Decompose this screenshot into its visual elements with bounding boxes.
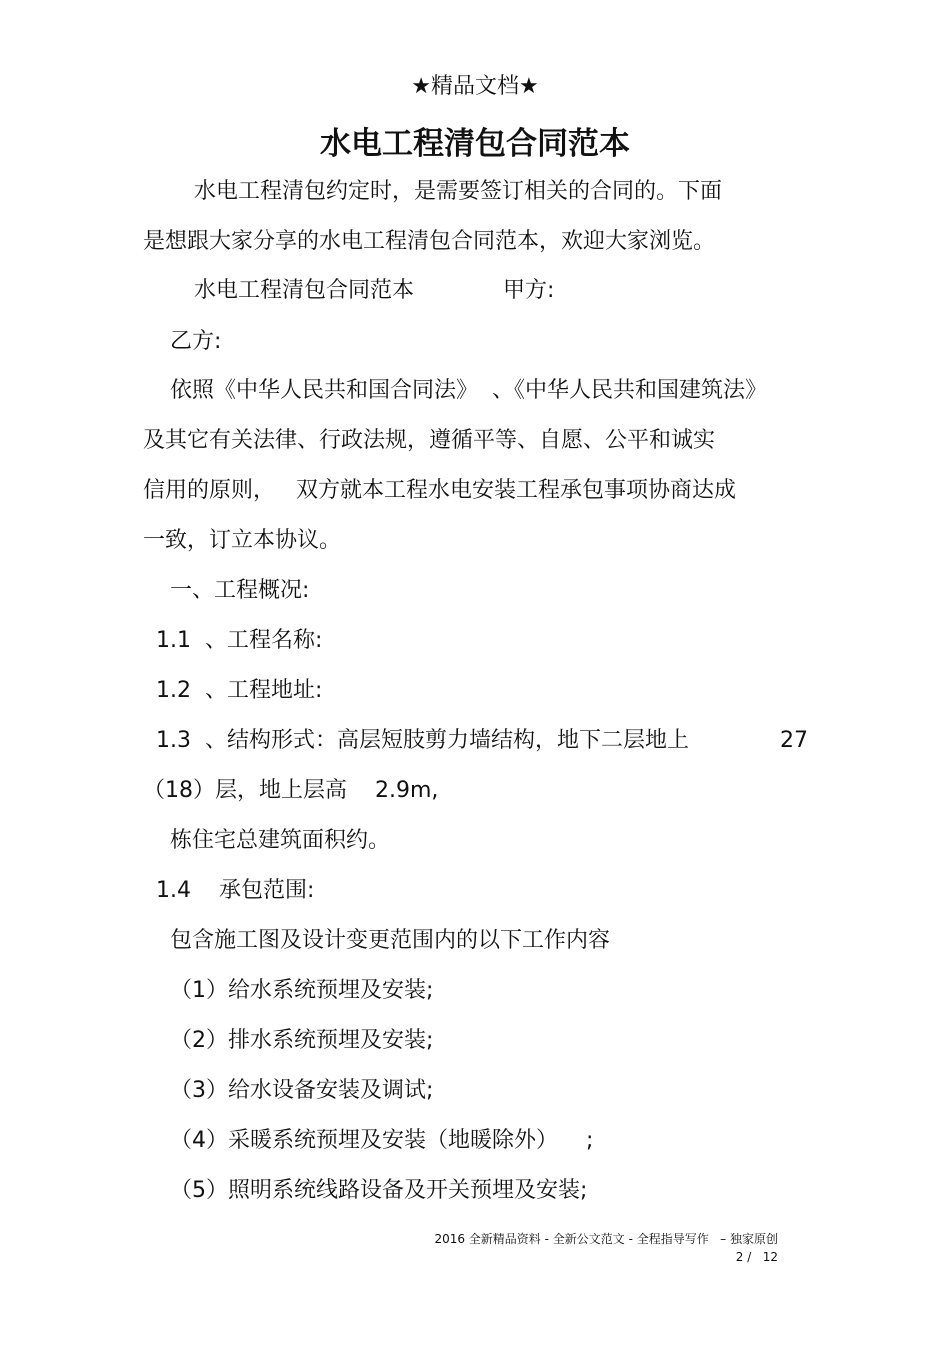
clause-1-3-line-3: 栋住宅总建筑面积约。 (170, 828, 391, 853)
scope-item-1: （1）给水系统预埋及安装; (170, 978, 434, 1003)
party-a-label: 甲方: (503, 278, 555, 303)
scope-item-4: （4）采暖系统预埋及安装（地暖除外） ; (170, 1128, 594, 1153)
clause-1-1: 1.1 、工程名称: (156, 628, 323, 653)
contract-name: 水电工程清包合同范本 (194, 278, 415, 303)
section-1-heading: 一、工程概况: (170, 578, 310, 603)
clause-1-3-line-2: （18）层，地上层高 2.9m, (143, 778, 439, 803)
document-title: 水电工程清包合同范本 (320, 126, 630, 162)
intro-line-2: 是想跟大家分享的水电工程清包合同范本，欢迎大家浏览。 (143, 229, 716, 254)
scope-intro: 包含施工图及设计变更范围内的以下工作内容 (170, 928, 611, 953)
scope-item-5: （5）照明系统线路设备及开关预埋及安装; (170, 1178, 588, 1203)
clause-1-3-number: 27 (780, 728, 808, 753)
basis-line-4: 一致，订立本协议。 (143, 528, 342, 553)
page-header: ★精品文档★ (411, 74, 539, 99)
basis-line-1: 依照《中华人民共和国合同法》 、《中华人民共和国建筑法》 (170, 378, 767, 403)
clause-1-2: 1.2 、工程地址: (156, 678, 323, 703)
party-b-label: 乙方: (170, 329, 222, 354)
basis-line-2: 及其它有关法律、行政法规，遵循平等、自愿、公平和诚实 (143, 428, 716, 453)
scope-item-2: （2）排水系统预埋及安装; (170, 1028, 434, 1053)
clause-1-4: 1.4 承包范围: (156, 878, 315, 903)
footer-text: 2016 全新精品资料 - 全新公文范文 - 全程指导写作 – 独家原创 (434, 1232, 778, 1246)
basis-line-3: 信用的原则， 双方就本工程水电安装工程承包事项协商达成 (143, 478, 736, 503)
scope-item-3: （3）给水设备安装及调试; (170, 1078, 434, 1103)
clause-1-3: 1.3 、结构形式：高层短肢剪力墙结构，地下二层地上 (156, 728, 689, 753)
page-number: 2 / 12 (735, 1250, 778, 1264)
intro-line-1: 水电工程清包约定时，是需要签订相关的合同的。下面 (194, 179, 723, 204)
